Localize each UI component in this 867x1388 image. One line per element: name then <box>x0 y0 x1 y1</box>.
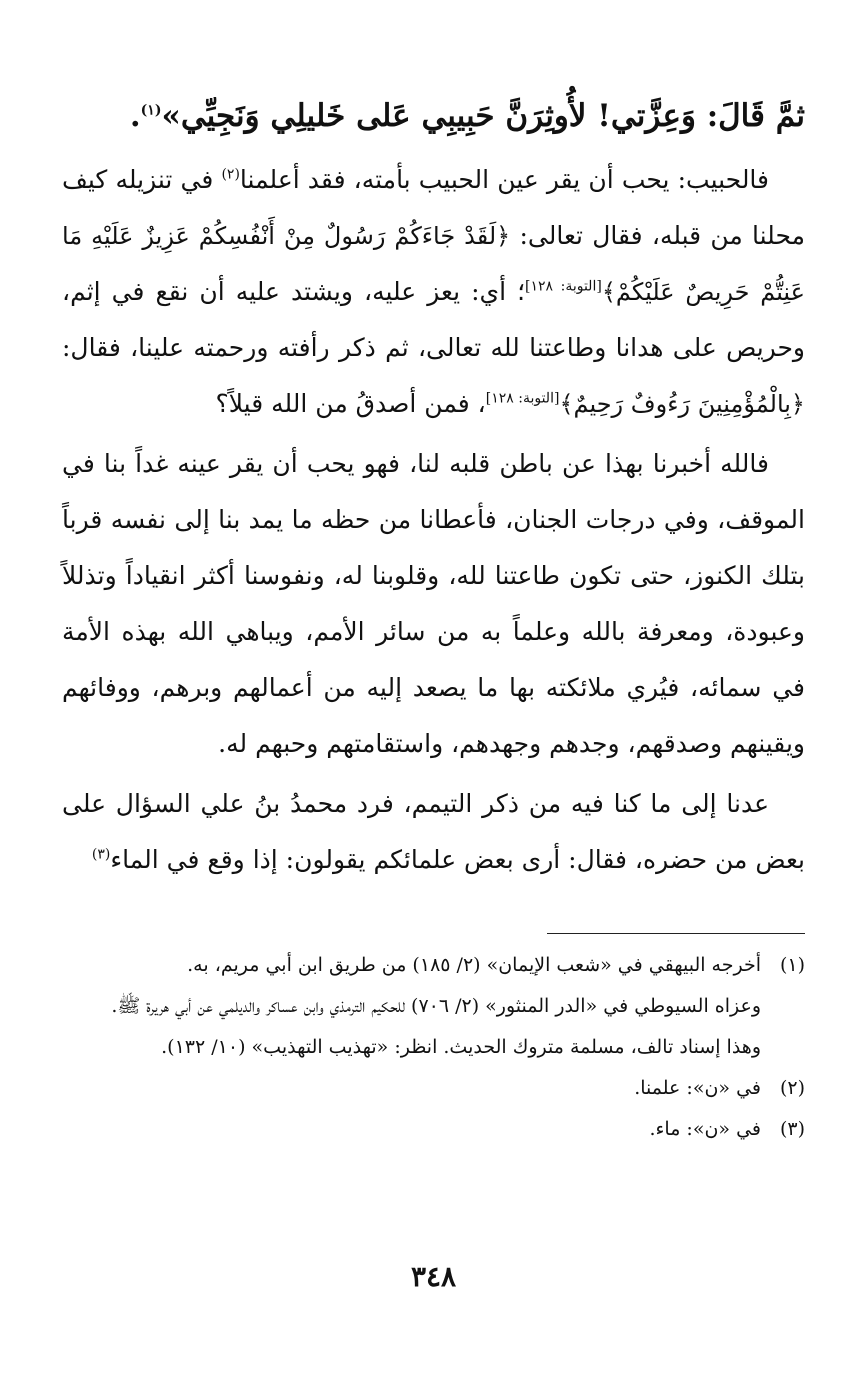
footnote-1-line-1: أخرجه البيهقي في «شعب الإيمان» (٢/ ١٨٥) من طريق ابن أبي مريم، به. <box>187 954 761 976</box>
hadith-heading <box>62 86 805 146</box>
footnote-1-continuation-1 <box>62 987 805 1026</box>
paragraph-1 <box>62 152 805 432</box>
p3-text: عدنا إلى ما كنا فيه من ذكر التيمم، فرد محمدُ بنُ علي السؤال على بعض من حضره، فقال: أرى بعض علمائكم يقولون: إذا وقع في الماء <box>62 789 805 874</box>
footnote-1-line-2: وعزاه السيوطي في «الدر المنثور» (٢/ ٧٠٦) للحكيم الترمذي وابن عساكر والديلمي عن أبي هريرة ﷺ. <box>111 995 761 1017</box>
p1-part-a: فالحبيب: يحب أن يقر عين الحبيب بأمته، فقد أعلمنا <box>239 165 769 194</box>
footnote-1-number: (١) <box>779 954 805 976</box>
footnote-separator <box>547 933 805 934</box>
footnote-3-text: في «ن»: ماء. <box>649 1118 761 1140</box>
footnote-ref-1: (١) <box>140 102 162 119</box>
footnotes <box>62 944 805 1151</box>
footnote-1 <box>62 946 805 985</box>
footnote-3 <box>62 1110 805 1149</box>
heading-end: . <box>129 98 141 134</box>
footnote-2-number: (٢) <box>779 1077 805 1099</box>
main-text <box>62 86 805 888</box>
footnote-2 <box>62 1069 805 1108</box>
verse-citation-1: [التوبة: ١٢٨] <box>525 278 602 295</box>
heading-text: ثمَّ قَالَ: وَعِزَّتي! لأُوثِرَنَّ حَبِيبِي عَلى خَليلِي وَنَجِيِّي» <box>161 98 805 134</box>
footnote-1-line-3: وهذا إسناد تالف، مسلمة متروك الحديث. انظر: «تهذيب التهذيب» (١٠/ ١٣٢). <box>161 1036 761 1058</box>
quran-verse-2: ﴿بِالْمُؤْمِنِينَ رَءُوفٌ رَحِيمٌ﴾ <box>559 390 805 418</box>
footnote-3-number: (٣) <box>779 1118 805 1140</box>
quran-verse-1: ﴿لَقَدْ جَاءَكُمْ رَسُولٌ مِنْ أَنْفُسِكُمْ عَزِيزٌ عَلَيْهِ مَا عَنِتُّمْ حَرِيصٌ عَلَيْكُمْ﴾ <box>62 222 805 306</box>
p1-part-d: ، فمن أصدقُ من الله قيلاً؟ <box>215 389 486 418</box>
footnote-ref-3: (٣) <box>91 846 111 863</box>
p1-part-c: ؛ أي: يعز عليه، ويشتد عليه أن نقع في إثم، وحريص على هدانا وطاعتنا لله تعالى، ثم ذكر رأفته ورحمته علينا، فقال: <box>62 277 805 362</box>
footnote-ref-2: (٢) <box>221 166 240 183</box>
p1-part-b: في تنزيله كيف محلنا من قبله، فقال تعالى: <box>62 165 805 250</box>
paragraph-2: فالله أخبرنا بهذا عن باطن قلبه لنا، فهو يحب أن يقر عينه غداً بنا في الموقف، وفي درجات الجنان، فأعطانا من حظه ما يمد بنا إلى نفسه قرباً بتلك الكنوز، حتى تكون طاعتنا لله، وقلوبنا له، ونفوسنا أكثر انقياداً وتذللاً وعبودة، ومعرفة بالله وعلماً به من سائر الأمم، ويباهي الله بهذه الأمة في سمائه، فيُري ملائكته بها ما يصعد إليه من أعمالهم وبرهم، ووفائهم ويقينهم وصدقهم، وجدهم وجهدهم، واستقامتهم وحبهم له. <box>62 449 805 758</box>
paragraph-3 <box>62 776 805 888</box>
page-number: ٣٤٨ <box>410 1260 457 1293</box>
verse-citation-2: [التوبة: ١٢٨] <box>485 390 560 407</box>
footnote-1-continuation-2 <box>62 1028 805 1067</box>
footnote-2-text: في «ن»: علمنا. <box>634 1077 761 1099</box>
